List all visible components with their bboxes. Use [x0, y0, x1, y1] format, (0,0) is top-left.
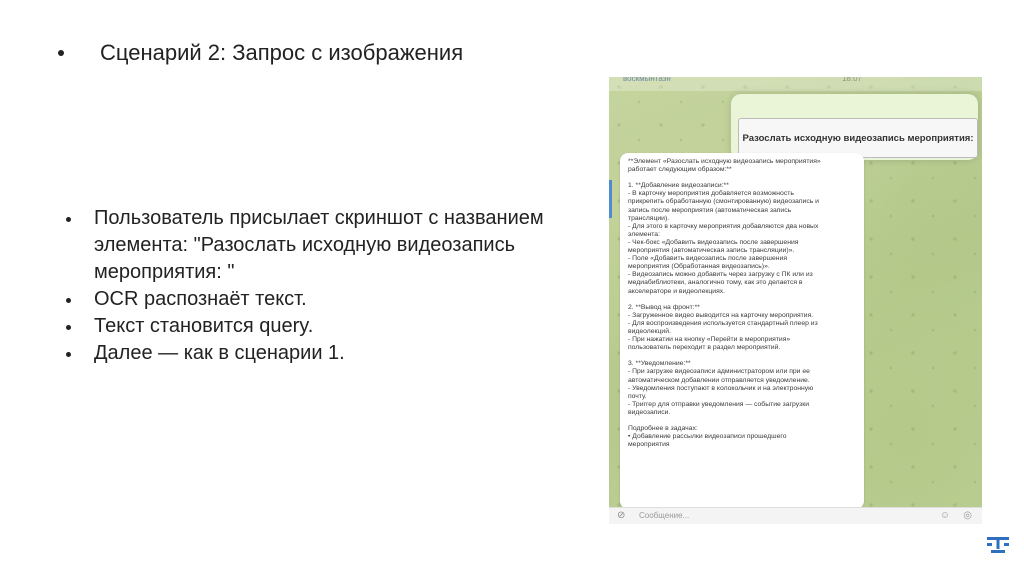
reply-line [628, 352, 856, 360]
reply-line [628, 417, 856, 425]
reply-line: 2. **Вывод на фронт:** [628, 303, 700, 311]
reply-line [628, 296, 856, 304]
reply-line: трансляции). [628, 214, 670, 222]
slide-title-row [58, 40, 463, 66]
reply-line: - В карточку мероприятия добавляется возможность [628, 190, 794, 198]
emoji-icon[interactable]: ☺ [939, 510, 950, 521]
reply-line: запись после мероприятия (автоматическая запись [628, 206, 792, 214]
bullet-item: Пользователь присылает скриншот с названием элемента: "Разослать исходную видеозапись мероприятия: " [64, 205, 574, 286]
selection-accent [609, 180, 612, 218]
reply-line: работает следующим образом:** [628, 166, 732, 174]
reply-line: видеолекций. [628, 327, 671, 335]
message-sender: воскмынтазн [623, 77, 671, 83]
reply-line: пользователь переходит в раздел мероприятий. [628, 344, 781, 352]
slide-title: Сценарий 2: Запрос с изображения [100, 40, 464, 65]
reply-line: мероприятия (автоматическая запись трансляции)». [628, 247, 795, 255]
bullet-item: OCR распознаёт текст. [64, 286, 574, 313]
reply-line: элемента: [628, 230, 660, 238]
reply-line: 1. **Добавление видеозаписи:** [628, 182, 729, 190]
reply-line: видеозаписи. [628, 408, 671, 416]
outgoing-message-bubble [731, 94, 978, 160]
title-bullet [58, 50, 64, 56]
reply-line: - Загруженное видео выводится на карточку мероприятия. [628, 311, 814, 319]
reply-line: - Уведомления поступают в колокольчик и на электронную [628, 384, 814, 392]
reply-line: - Видеозапись можно добавить через загрузку с ПК или из [628, 271, 813, 279]
reply-line: - Триггер для отправки уведомления — событие загрузки [628, 400, 810, 408]
message-time: 18:07 [841, 77, 862, 83]
reply-line: Подробнее в задачах: [628, 425, 698, 433]
reply-line: - Чек-бокс «Добавить видеозапись после завершения [628, 238, 799, 246]
bullet-item: Текст становится query. [64, 313, 574, 340]
reply-line: медиабиблиотеки, аналогично тому, как это делается в [628, 279, 803, 287]
chat-screenshot [609, 77, 982, 524]
reply-line: автоматическом добавлении отправляется уведомление. [628, 376, 810, 384]
reply-line: - При загрузке видеозаписи администратором или при ее [628, 368, 810, 376]
reply-line: **Элемент «Разослать исходную видеозапись мероприятия» [628, 158, 821, 165]
message-input-bar[interactable] [609, 507, 982, 524]
reply-line: почту. [628, 392, 647, 400]
reply-line: акселераторе и видеолекциях. [628, 287, 726, 295]
chat-top-strip [609, 77, 982, 91]
reply-line: - При нажатии на кнопку «Перейти в мероприятия» [628, 336, 791, 344]
reply-line: • Добавление рассылки видеозаписи прошедшего [628, 433, 787, 441]
reply-line: - Для воспроизведения используется стандартный плеер из [628, 319, 818, 327]
brand-logo-icon [985, 535, 1011, 555]
reply-line: мероприятия (Обработанная видеозапись)». [628, 263, 770, 271]
reply-line: 3. **Уведомление:** [628, 360, 691, 368]
message-input[interactable]: Сообщение... [639, 511, 690, 520]
camera-icon[interactable]: ◎ [963, 510, 972, 521]
reply-line: мероприятия [628, 441, 670, 449]
reply-line [628, 174, 856, 182]
paperclip-icon[interactable]: ⊘ [617, 510, 626, 521]
reply-line: - Поле «Добавить видеозапись после завершения [628, 255, 788, 263]
reply-line: прикрепить обработанную (смонтированную) видеозапись и [628, 198, 819, 206]
query-image: Разослать исходную видеозапись мероприятия: [738, 118, 978, 158]
bullet-item: Далее — как в сценарии 1. [64, 340, 574, 367]
incoming-reply-bubble [620, 153, 864, 509]
reply-line: - Для этого в карточку мероприятия добавляются два новых [628, 222, 819, 230]
bullet-list [64, 205, 574, 367]
